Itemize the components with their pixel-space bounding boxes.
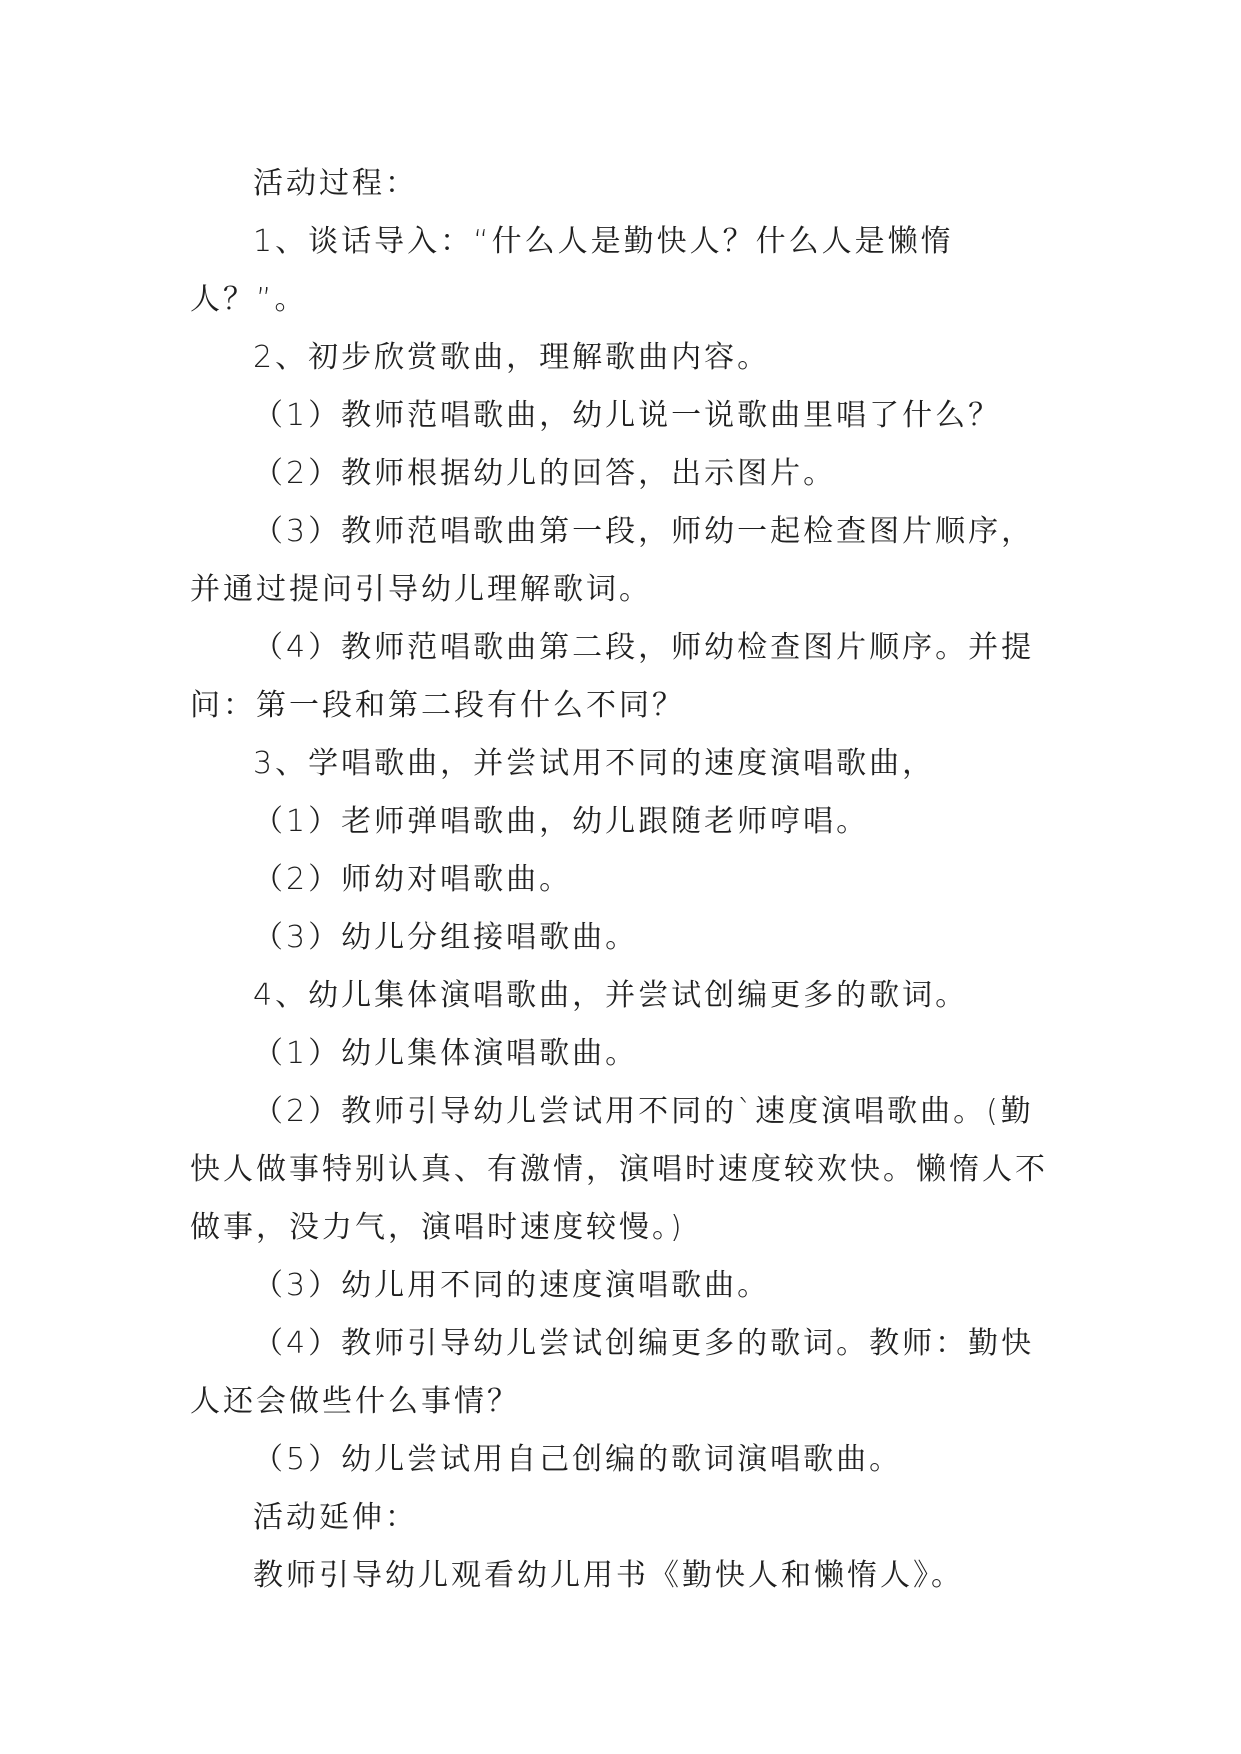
section-heading-process: 活动过程： bbox=[253, 166, 418, 201]
section-heading-extension: 活动延伸： bbox=[253, 1500, 418, 1535]
step-3-sub-1: （1）老师弹唱歌曲，幼儿跟随老师哼唱。 bbox=[253, 804, 870, 839]
step-3-paragraph: 3、学唱歌曲，并尝试用不同的速度演唱歌曲， bbox=[253, 746, 936, 781]
step-4-sub-4: （4）教师引导幼儿尝试创编更多的歌词。教师：勤快人还会做些什么事情？ bbox=[190, 1326, 1035, 1419]
document-body bbox=[190, 155, 1050, 1605]
step-1-paragraph: 1、谈话导入：“什么人是勤快人？什么人是懒惰人？”。 bbox=[190, 224, 954, 317]
step-2-paragraph: 2、初步欣赏歌曲，理解歌曲内容。 bbox=[253, 340, 771, 375]
step-2-sub-2: （2）教师根据幼儿的回答，出示图片。 bbox=[253, 456, 837, 491]
step-2-sub-3: （3）教师范唱歌曲第一段，师幼一起检查图片顺序，并通过提问引导幼儿理解歌词。 bbox=[190, 514, 1035, 607]
step-4-sub-5: （5）幼儿尝试用自己创编的歌词演唱歌曲。 bbox=[253, 1442, 903, 1477]
step-4-paragraph: 4、幼儿集体演唱歌曲，并尝试创编更多的歌词。 bbox=[253, 978, 969, 1013]
step-3-sub-3: （3）幼儿分组接唱歌曲。 bbox=[253, 920, 639, 955]
step-2-sub-1: （1）教师范唱歌曲，幼儿说一说歌曲里唱了什么？ bbox=[253, 398, 1002, 433]
step-4-sub-2: （2）教师引导幼儿尝试用不同的`速度演唱歌曲。(勤快人做事特别认真、有激情，演唱时速度较欢快。懒惰人不做事，没力气，演唱时速度较慢。) bbox=[190, 1094, 1048, 1245]
step-4-sub-1: （1）幼儿集体演唱歌曲。 bbox=[253, 1036, 639, 1071]
step-2-sub-4: （4）教师范唱歌曲第二段，师幼检查图片顺序。并提问：第一段和第二段有什么不同？ bbox=[190, 630, 1035, 723]
extension-paragraph: 教师引导幼儿观看幼儿用书《勤快人和懒惰人》。 bbox=[253, 1558, 964, 1593]
step-3-sub-2: （2）师幼对唱歌曲。 bbox=[253, 862, 573, 897]
step-4-sub-3: （3）幼儿用不同的速度演唱歌曲。 bbox=[253, 1268, 771, 1303]
